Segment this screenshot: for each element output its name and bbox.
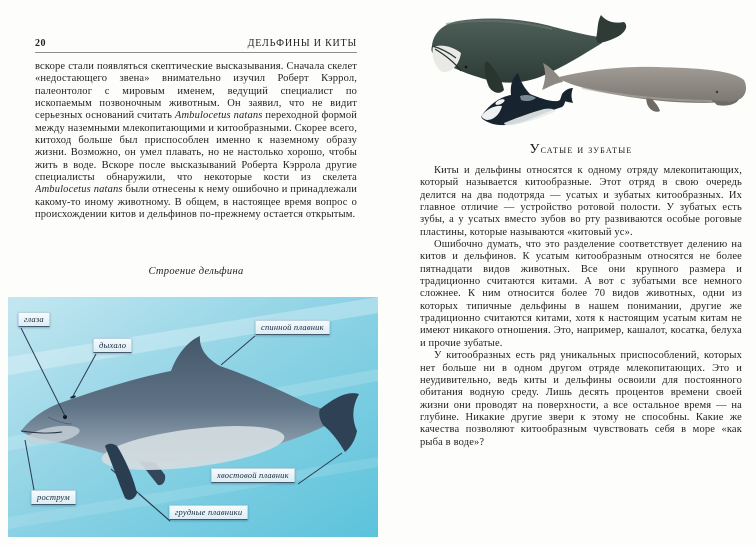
running-title: ДЕЛЬФИНЫ И КИТЫ [247,38,357,49]
label-blowhole: дыхало [93,338,132,353]
label-pectoral-fins: грудные плавники [169,505,248,520]
page-number: 20 [35,38,46,49]
label-dorsal-fin: спинной плавник [255,320,330,335]
page-header [35,38,357,53]
label-rostrum: рострум [31,490,76,505]
dolphin-structure-diagram [8,297,378,537]
diagram-caption: Строение дельфина [148,266,244,277]
section-heading: Усатые и зубатые [529,142,633,157]
paragraph-1: Киты и дельфины относятся к одному отряду млекопитающих, который называется китообразные. Этот отряд в свою очередь делится на два подотряда — усатых и зубатых китообразных. Их главное отличие — устройство ротовой полости. У зубатых есть зубы, а у усатых вместо зубов во рту развиваются особые роговые пластины, которые называются «китовый ус». [420,165,742,238]
label-eyes: глаза [18,312,50,327]
paragraph-3: У китообразных есть ряд уникальных приспособлений, которых нет больше ни в одном другом отряде млекопитающих. Это и неудивительно, ведь киты и дельфины освоили для постоянного обитания водную среду. Лишь десять процентов времени своей жизни они проводят на поверхности, а все остальное время — на глубине. Никакие другие звери к этому не способны. Какие же качества позволяют китообразным чувствовать себя в море «как рыба в воде»? [420,350,742,448]
label-tail-fin: хвостовой плавник [211,468,295,483]
paragraph-2: Ошибочно думать, что это разделение соответствует делению на китов и дельфинов. К усатым китообразным относятся не более пятнадцати видов животных. Все они крупного размера и традиционно считаются китами. А вот с зубатыми все немного сложнее. К ним относится более 70 видов животных, одни из которых типичные дельфины в нашем понимании, другие же традиционно считаются китами, хотя к настоящим усатым китам не имеют никакого отношения. Это, например, кашалот, косатка, белуха и прочие зубатые. [420,239,742,349]
body-paragraph-left: вскоре стали появляться скептические высказывания. Сначала скелет «недостающего звена» внимательно изучил Роберт Кэррол, палеонтолог с мировым именем, ведущий специалист по ископаемым позвоночным животным. Он заявил, что не видит серьезных оснований считать Ambulocetus natans переходной формой между наземными млекопитающими и китообразными. Скорее всего, китоход больше был приспособлен именно к наземному образу жизни. Возможно, он умел плавать, но не настолько хорошо, чтобы жить в воде. Вскоре после высказываний Роберта Кэррола другие специалисты обнаружили, что некоторые кости из скелета Ambulocetus natans были отнесены к нему ошибочно и принадлежали какому-то иному животному. В общем, в настоящее время вопрос о происхождении китов и дельфинов по-прежнему остается открытым. [35,61,357,221]
whales-illustration [412,10,752,145]
body-text-right [420,165,742,495]
sperm-whale-illustration [542,63,746,112]
